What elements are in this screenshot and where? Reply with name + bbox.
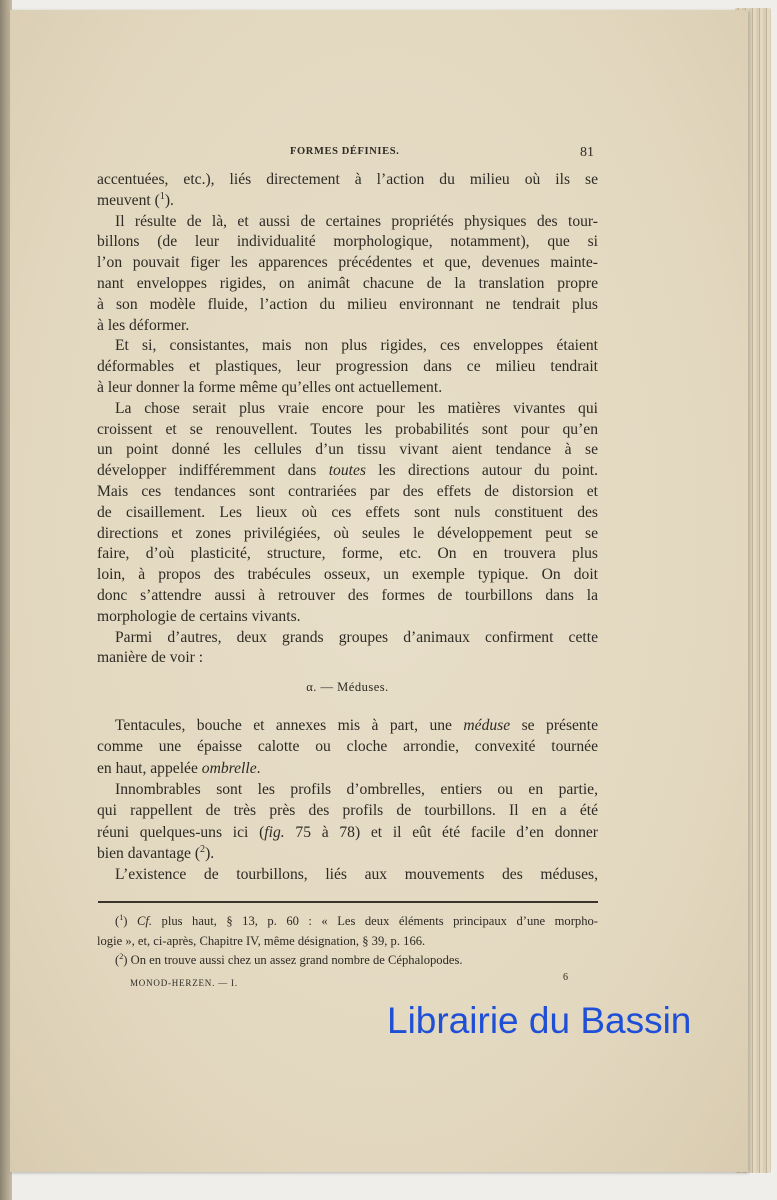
text-line [97, 524, 598, 544]
text-line [97, 461, 598, 481]
text-segment: à son modèle fluide, l’action du milieu environnant ne tendrait plus [97, 295, 598, 313]
text-segment: croissent et se renouvellent. Toutes les probabilités sont pour qu’en [97, 420, 598, 438]
italic-text: toutes [328, 462, 366, 480]
footnote-ref: 2 [119, 951, 124, 961]
text-line [97, 628, 598, 648]
italic-text: Cf. [137, 914, 153, 928]
text-segment: ). [164, 191, 174, 209]
text-segment: les directions autour du point. [365, 462, 598, 480]
text-line [97, 191, 598, 211]
text-segment: à les déformer. [97, 316, 190, 334]
text-line [97, 759, 598, 779]
text-segment: ) On en trouve aussi chez un assez grand nombre de Céphalopodes. [123, 953, 463, 967]
italic-text: fig. [264, 823, 285, 841]
text-line [97, 737, 598, 757]
text-segment: plus haut, § 13, p. 60 : « Les deux éléments principaux d’une morpho- [152, 914, 599, 928]
text-line [97, 607, 598, 627]
footnote-line [97, 912, 598, 930]
text-segment: bien davantage ( [97, 844, 201, 862]
text-line [97, 316, 598, 336]
text-segment: directions et zones privilégiées, où seules le développement peut se [97, 524, 598, 542]
text-line [97, 482, 598, 502]
text-line [97, 780, 598, 800]
text-line [97, 212, 598, 232]
text-segment: de cisaillement. Les lieux où ces effets sont nuls constituent des [97, 503, 598, 521]
text-segment: Et si, consistantes, mais non plus rigides, ces enveloppes étaient [115, 337, 598, 355]
watermark: Librairie du Bassin [387, 1000, 692, 1041]
text-segment: un point donné les cellules d’un tissu vivant aient tendance à se [97, 441, 598, 459]
text-line [97, 170, 598, 190]
text-segment: à leur donner la forme même qu’elles ont actuellement. [97, 379, 443, 396]
footnote-ref: 1 [159, 190, 165, 202]
footnote-ref: 2 [200, 843, 206, 855]
text-segment: Mais ces tendances sont contrariées par des effets de distorsion et [97, 483, 598, 500]
text-segment: morphologie de certains vivants. [97, 607, 301, 625]
text-segment: en haut, appelée [97, 759, 202, 777]
text-line [97, 274, 598, 294]
text-line [97, 440, 598, 460]
text-line [97, 544, 598, 564]
running-title: FORMES DÉFINIES. [290, 146, 400, 157]
text-segment: loin, à propos des trabécules osseux, un exemple typique. On doit [97, 566, 598, 584]
text-segment: qui rappellent de très près des profils de tourbillons. Il en a été [97, 802, 598, 820]
text-segment: billons (de leur individualité morphologique, notamment), que si [97, 233, 598, 251]
text-segment: Tentacules, bouche et annexes mis à part, une [115, 717, 464, 734]
italic-text: ombrelle [201, 759, 257, 777]
text-line [97, 399, 598, 419]
text-line [97, 295, 598, 315]
text-line [97, 586, 598, 606]
italic-text: méduse [463, 717, 511, 734]
text-segment: ( [115, 953, 120, 967]
text-segment: manière de voir : [97, 649, 204, 667]
text-segment: déformables et plastiques, leur progression dans ce milieu tendrait [97, 358, 598, 376]
text-segment: comme une épaisse calotte ou cloche arrondie, convexité tournée [97, 738, 598, 756]
signature-mark: MONOD-HERZEN. — I. [130, 978, 238, 988]
text-line [97, 565, 598, 585]
text-line [97, 232, 598, 252]
text-segment: Innombrables sont les profils d’ombrelles, entiers ou en partie, [115, 780, 598, 798]
text-line [97, 865, 598, 885]
text-line [97, 503, 598, 523]
text-segment: meuvent ( [97, 191, 160, 209]
text-segment: . [256, 759, 261, 777]
text-line [97, 648, 598, 668]
text-line [97, 716, 598, 736]
text-segment: ( [115, 914, 120, 928]
footnote-rule [98, 901, 598, 903]
text-segment: 75 à 78) et il eût été facile d’en donner [284, 823, 599, 841]
text-line [97, 336, 598, 356]
text-line [97, 253, 598, 273]
text-segment: Il résulte de là, et aussi de certaines propriétés physiques des tour- [115, 212, 598, 230]
page-number: 81 [580, 145, 594, 160]
text-line [97, 823, 598, 843]
text-line [97, 801, 598, 821]
text-segment: donc s’attendre aussi à retrouver des formes de tourbillons dans la [97, 587, 598, 604]
section-heading: α. — Méduses. [306, 680, 389, 694]
text-segment: accentuées, etc.), liés directement à l’action du milieu où ils se [97, 171, 598, 188]
sheet-number: 6 [563, 972, 568, 983]
text-line [97, 357, 598, 377]
text-segment: se présente [510, 717, 598, 734]
text-segment: La chose serait plus vraie encore pour les matières vivantes qui [115, 399, 598, 417]
text-segment: nant enveloppes rigides, on animât chacune de la translation propre [97, 275, 598, 292]
footnote-ref: 1 [119, 912, 124, 922]
text-segment: ). [205, 844, 215, 862]
text-line [97, 844, 598, 864]
text-segment: réuni quelques-uns ici ( [97, 823, 265, 841]
text-segment: L’existence de tourbillons, liés aux mouvements des méduses, [115, 866, 598, 884]
footnote-line [97, 932, 598, 950]
footnote-line [97, 951, 598, 969]
text-segment: développer indifféremment dans [97, 462, 329, 480]
text-segment: Parmi d’autres, deux grands groupes d’animaux confirment cette [115, 628, 598, 646]
text-segment: faire, d’où plasticité, structure, forme, etc. On en trouvera plus [97, 545, 598, 563]
text-segment: ) [123, 914, 137, 928]
text-line [97, 420, 598, 440]
text-line [97, 378, 598, 398]
text-segment: logie », et, ci-après, Chapitre IV, même désignation, § 39, p. 166. [97, 933, 426, 948]
text-segment: l’on pouvait figer les apparences précédentes et que, devenues mainte- [97, 254, 598, 272]
